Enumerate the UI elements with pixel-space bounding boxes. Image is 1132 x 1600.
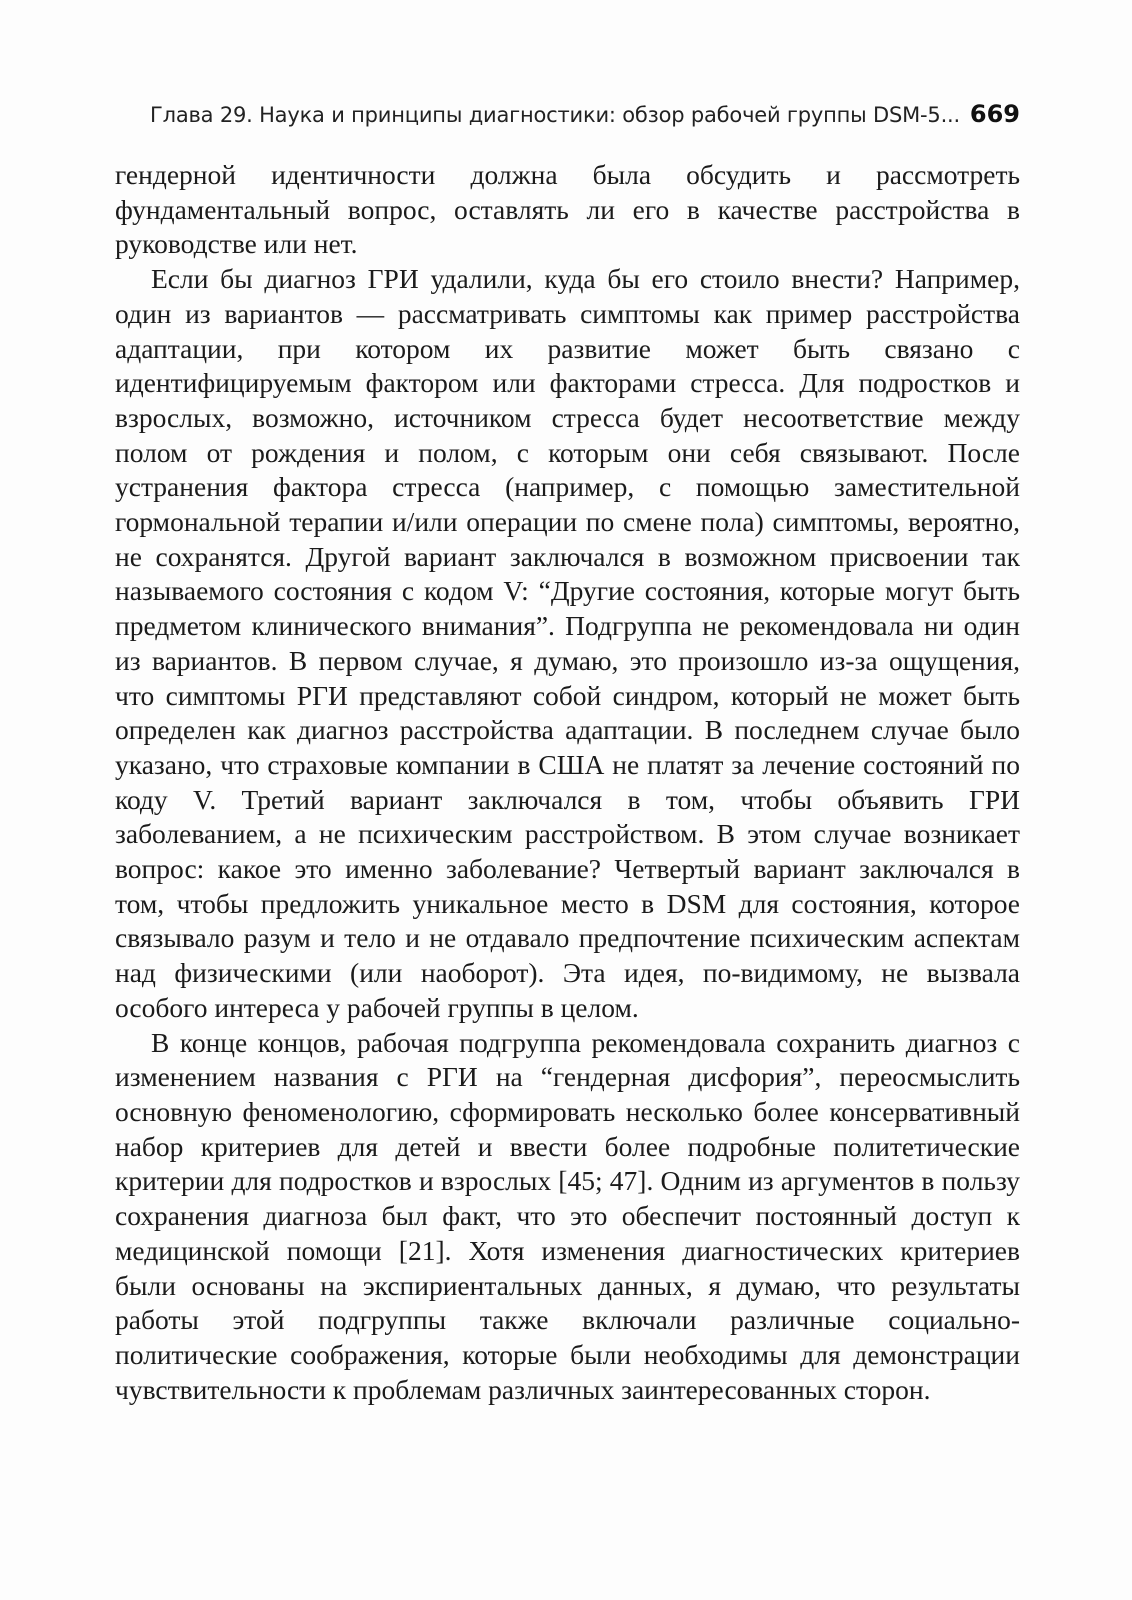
paragraph: В конце концов, рабочая подгруппа рекомендовала сохранить диагноз с изменением названия с РГИ на “гендерная дисфория”, переосмыслить основную феноменологию, сформировать несколько более консервативный набор критериев для детей и ввести более подробные политетические критерии для подростков и взрослых [45; 47]. Одним из аргументов в пользу сохранения диагноза был факт, что это обеспечит постоянный доступ к медицинской помощи [21]. Хотя изменения диагностических критериев были основаны на экспириентальных данных, я думаю, что результаты работы этой подгруппы также включали различные социально-политические соображения, которые были необходимы для демонстрации чувствительности к проблемам различных заинтересованных сторон.: [115, 1026, 1020, 1405]
running-header: [150, 100, 1020, 140]
paragraph-continuation: гендерной идентичности должна была обсудить и рассмотреть фундаментальный вопрос, оставлять ли его в качестве расстройства в руководстве или нет.: [115, 159, 1020, 260]
body-text: [115, 158, 1020, 1407]
page-number: 669: [969, 100, 1020, 128]
running-title: Глава 29. Наука и принципы диагностики: обзор рабочей группы DSM-5...: [150, 103, 961, 127]
paragraph: Если бы диагноз ГРИ удалили, куда бы его стоило внести? Например, один из вариантов — рассматривать симптомы как пример расстройства адаптации, при котором их развитие может быть связано с идентифицируемым фактором или факторами стресса. Для подростков и взрослых, возможно, источником стресса будет несоответствие между полом от рождения и полом, с которым они себя связывают. После устранения фактора стресса (например, с помощью заместительной гормональной терапии и/или операции по смене пола) симптомы, вероятно, не сохранятся. Другой вариант заключался в возможном присвоении так называемого состояния с кодом V: “Другие состояния, которые могут быть предметом клинического внимания”. Подгруппа не рекомендовала ни один из вариантов. В первом случае, я думаю, это произошло из-за ощущения, что симптомы РГИ представляют собой синдром, который не может быть определен как диагноз расстройства адаптации. В последнем случае было указано, что страховые компании в США не платят за лечение состояний по коду V. Третий вариант заключался в том, чтобы объявить ГРИ заболеванием, а не психическим расстройством. В этом случае возникает вопрос: какое это именно заболевание? Четвертый вариант заключался в том, чтобы предложить уникальное место в DSM для состояния, которое связывало разум и тело и не отдавало предпочтение психическим аспектам над физическими (или наоборот). Эта идея, по-видимому, не вызвала особого интереса у рабочей группы в целом.: [115, 263, 1020, 1023]
